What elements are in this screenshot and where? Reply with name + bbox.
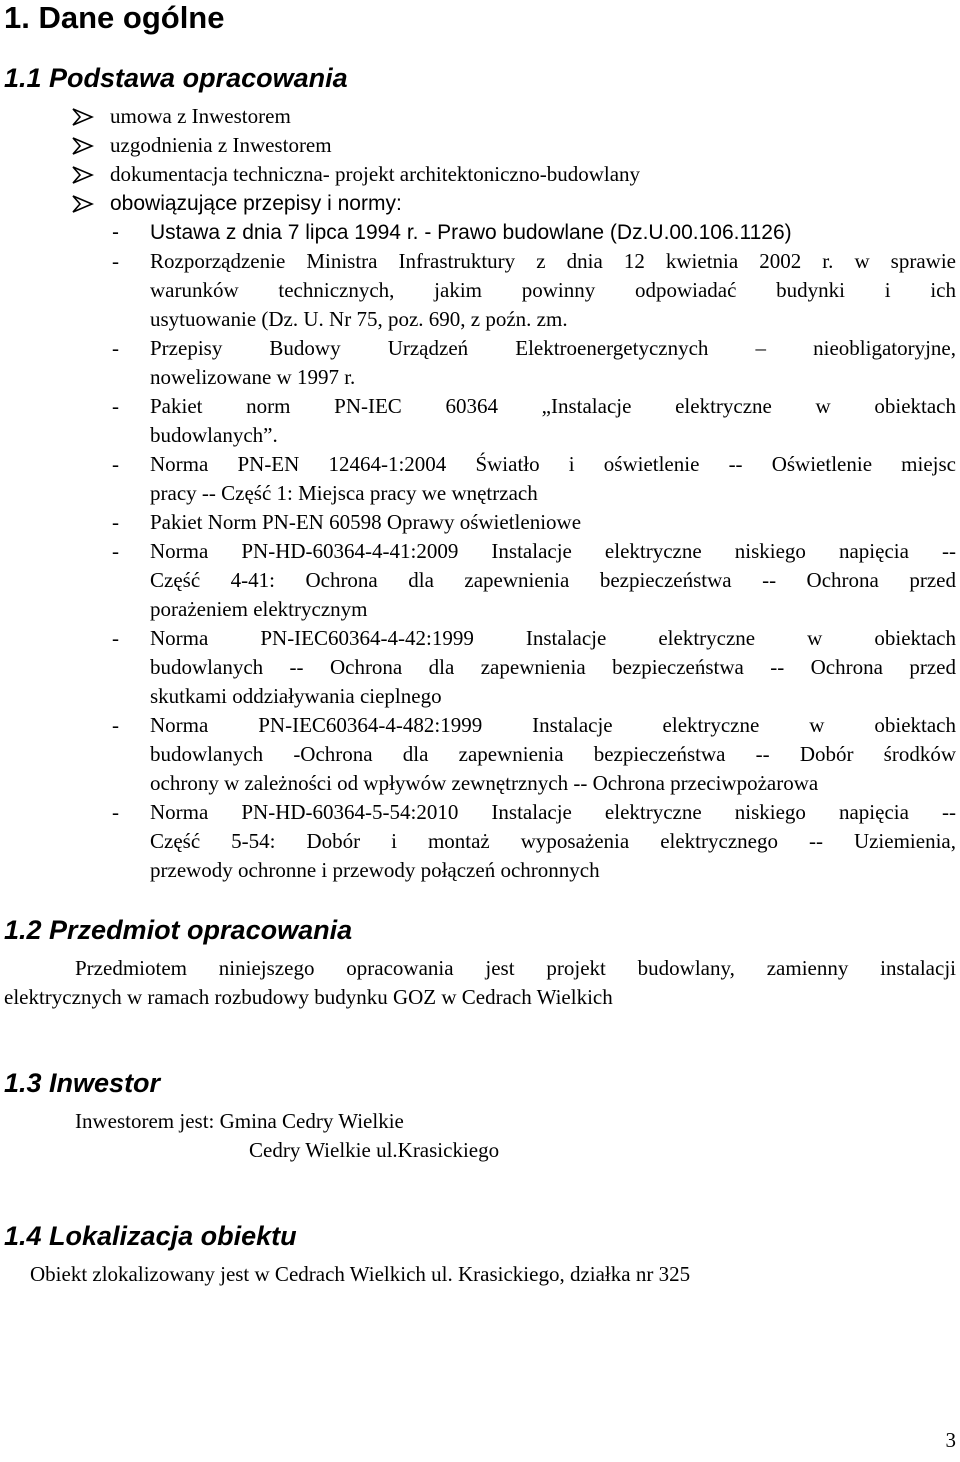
bullet-item [72,160,640,189]
norm-item-line: przewody ochronne i przewody połączeń ochronnych [150,858,600,882]
norm-item-line: pracy -- Część 1: Miejsca pracy we wnętrzach [150,481,538,505]
norm-item-line: Ustawa z dnia 7 lipca 1994 r. - Prawo budowlane (Dz.U.00.106.1126) [150,221,792,244]
norm-item-line: Przepisy Budowy Urządzeń Elektroenergetycznych – nieobligatoryjne, [150,336,956,360]
subsection-heading-investor: 1.3 Inwestor [4,1068,161,1098]
norm-item [150,537,956,624]
dash-marker: - [112,336,119,360]
arrow-bullet-icon [72,195,94,213]
norm-item [150,218,956,247]
norm-item-line: Pakiet Norm PN-EN 60598 Oprawy oświetleniowe [150,510,582,534]
norm-item-line: budowlanych -Ochrona dla zapewnienia bezpieczeństwa -- Dobór środków [150,742,956,766]
norm-item [150,392,956,450]
norm-item-line: warunków technicznych, jakim powinny odpowiadać budynki i ich [150,278,956,302]
norm-item [150,247,956,334]
bullet-item [72,131,332,160]
norm-item-line: Pakiet norm PN-IEC 60364 „Instalacje elektryczne w obiektach [150,394,956,418]
norm-item-line: porażeniem elektrycznym [150,597,368,621]
location-line: Obiekt zlokalizowany jest w Cedrach Wielkich ul. Krasickiego, działka nr 325 [30,1262,691,1286]
dash-marker: - [112,394,119,418]
bullet-text: obowiązujące przepisy i normy: [110,192,402,215]
investor-line: Inwestorem jest: Gmina Cedry Wielkie [75,1109,404,1133]
norm-item-line: usytuowanie (Dz. U. Nr 75, poz. 690, z poźn. zm. [150,307,568,331]
norm-item-line: Norma PN-HD-60364-4-41:2009 Instalacje elektryczne niskiego napięcia -- [150,539,956,563]
dash-marker: - [112,249,119,273]
dash-marker: - [112,713,119,737]
norm-item-line: Rozporządzenie Ministra Infrastruktury z dnia 12 kwietnia 2002 r. w sprawie [150,249,956,273]
dash-marker: - [112,452,119,476]
norm-item-line: nowelizowane w 1997 r. [150,365,356,389]
norm-item-line: Część 5-54: Dobór i montaż wyposażenia elektrycznego -- Uziemienia, [150,829,956,853]
norm-item-line: Norma PN-IEC60364-4-482:1999 Instalacje elektryczne w obiektach [150,713,956,737]
arrow-bullet-icon [72,108,94,126]
norm-item-line: Część 4-41: Ochrona dla zapewnienia bezpieczeństwa -- Ochrona przed [150,568,956,592]
norm-item-line: ochrony w zależności od wpływów zewnętrznych -- Ochrona przeciwpożarowa [150,771,819,795]
norm-item-line: skutkami oddziaływania cieplnego [150,684,442,708]
norm-item [150,450,956,508]
bullet-item [72,102,291,131]
bullet-text: umowa z Inwestorem [110,104,291,128]
bullet-item [72,189,402,218]
dash-marker: - [112,539,119,563]
subsection-heading-subject: 1.2 Przedmiot opracowania [4,915,353,945]
norm-item-line: budowlanych”. [150,423,278,447]
norm-item-line: Norma PN-IEC60364-4-42:1999 Instalacje elektryczne w obiektach [150,626,956,650]
dash-marker: - [112,510,119,534]
norm-item-line: Norma PN-HD-60364-5-54:2010 Instalacje elektryczne niskiego napięcia -- [150,800,956,824]
dash-marker: - [112,626,119,650]
norm-item-line: Norma PN-EN 12464-1:2004 Światło i oświetlenie -- Oświetlenie miejsc [150,452,956,476]
investor-address: Cedry Wielkie ul.Krasickiego [249,1138,500,1162]
norm-item [150,624,956,711]
norm-item [150,798,956,885]
subsection-heading-location: 1.4 Lokalizacja obiektu [4,1221,297,1251]
norm-item [150,508,956,537]
subsection-heading-basis: 1.1 Podstawa opracowania [4,63,348,93]
dash-marker: - [112,800,119,824]
bullet-text: uzgodnienia z Inwestorem [110,133,332,157]
subject-paragraph-line: elektrycznych w ramach rozbudowy budynku GOZ w Cedrach Wielkich [4,985,613,1009]
bullet-text: dokumentacja techniczna- projekt architektoniczno-budowlany [110,162,641,186]
page-number: 3 [945,1428,956,1452]
norm-item [150,711,956,798]
arrow-bullet-icon [72,166,94,184]
dash-marker: - [112,221,119,244]
arrow-bullet-icon [72,137,94,155]
section-heading: 1. Dane ogólne [4,0,225,35]
subject-paragraph-line: Przedmiotem niniejszego opracowania jest projekt budowlany, zamienny instalacji [75,956,956,980]
norm-item-line: budowlanych -- Ochrona dla zapewnienia bezpieczeństwa -- Ochrona przed [150,655,956,679]
norm-item [150,334,956,392]
